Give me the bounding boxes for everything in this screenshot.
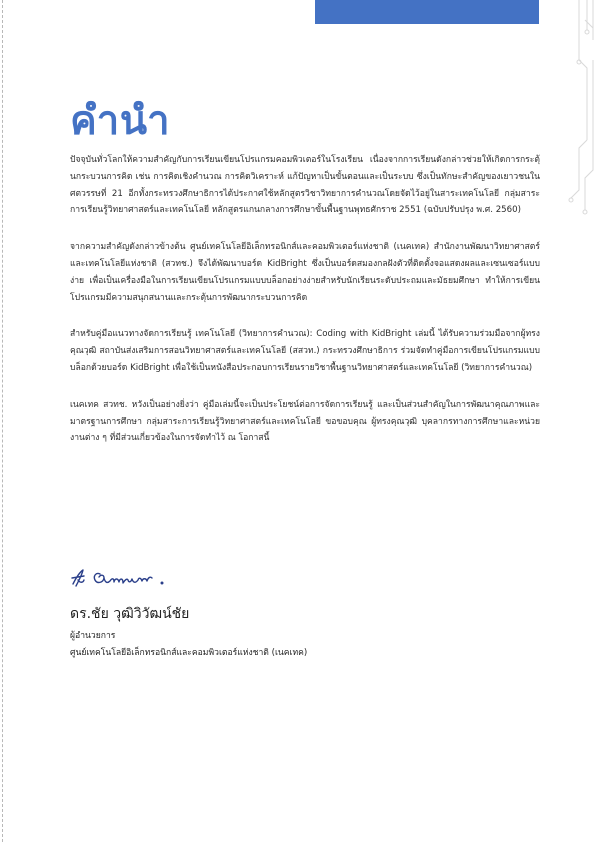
header-accent-bar: [315, 0, 539, 24]
circuit-decoration: [565, 0, 595, 842]
preface-body: [70, 152, 540, 467]
preface-paragraph-3: สำหรับคู่มือแนวทางจัดการเรียนรู้ เทคโนโลยี (วิทยาการคำนวณ): Coding with KidBright เล่มนี้ ได้รับความร่วมมือจากผู้ทรงคุณวุฒิ สถาบันส่งเสริมการสอนวิทยาศาสตร์และเทคโนโลยี (สสวท.) กระทรวงศึกษาธิการ ร่วมจัดทำคู่มือการเขียนโปรแกรมแบบบล็อกด้วยบอร์ด KidBright เพื่อใช้เป็นหนังสือประกอบการเรียนรายวิชาพื้นฐานวิทยาศาสตร์และเทคโนโลยี (วิทยาการคำนวณ): [70, 329, 540, 373]
preface-paragraph-2: จากความสำคัญดังกล่าวข้างต้น ศูนย์เทคโนโลยีอิเล็กทรอนิกส์และคอมพิวเตอร์แห่งชาติ (เนคเทค) สำนักงานพัฒนาวิทยาศาสตร์และเทคโนโลยีแห่งชาติ (สวทช.) จึงได้พัฒนาบอร์ด KidBright ซึ่งเป็นบอร์ดสมองกลฝังตัวที่ติดตั้งจอแสดงผลและเซนเซอร์แบบง่าย เพื่อเป็นเครื่องมือในการเรียนเขียนโปรแกรมแบบบล็อกอย่างง่ายสำหรับนักเรียนระดับประถมและมัธยมศึกษา ทำให้การเขียนโปรแกรมมีความสนุกสนานและกระตุ้นการพัฒนากระบวนการคิด: [70, 242, 540, 303]
signer-name: ดร.ชัย วุฒิวิวัฒน์ชัย: [70, 606, 190, 622]
preface-paragraph-1: ปัจจุบันทั่วโลกให้ความสำคัญกับการเรียนเขียนโปรแกรมคอมพิวเตอร์ในโรงเรียน เนื่องจากการเรียนดังกล่าวช่วยให้เกิดการกระตุ้นกระบวนการคิด เช่น การคิดเชิงคำนวณ การคิดวิเคราะห์ แก้ปัญหาเป็นขั้นตอนและเป็นระบบ ซึ่งเป็นทักษะสำคัญของเยาวชนในศตวรรษที่ 21 อีกทั้งกระทรวงศึกษาธิการได้ประกาศใช้หลักสูตรวิชาวิทยาการคำนวณโดยจัดไว้อยู่ในสาระเทคโนโลยี กลุ่มสาระการเรียนรู้วิทยาศาสตร์และเทคโนโลยี หลักสูตรแกนกลางการศึกษาขั้นพื้นฐานพุทธศักราช 2551 (ฉบับปรับปรุง พ.ศ. 2560): [70, 155, 540, 216]
page-left-border: [2, 0, 3, 842]
page-title: คำนำ: [70, 98, 171, 144]
signer-position: ผู้อำนวยการ: [70, 631, 116, 641]
signer-organization: ศูนย์เทคโนโลยีอิเล็กทรอนิกส์และคอมพิวเตอร์แห่งชาติ (เนคเทค): [70, 648, 308, 658]
preface-paragraph-4: เนคเทค สวทช. หวังเป็นอย่างยิ่งว่า คู่มือเล่มนี้จะเป็นประโยชน์ต่อการจัดการเรียนรู้ และเป็นส่วนสำคัญในการพัฒนาคุณภาพและมาตรฐานการศึกษา กลุ่มสาระการเรียนรู้วิทยาศาสตร์และเทคโนโลยี ขอขอบคุณ ผู้ทรงคุณวุฒิ บุคลากรทางการศึกษาและหน่วยงานต่าง ๆ ที่มีส่วนเกี่ยวข้องในการจัดทำไว้ ณ โอกาสนี้: [70, 399, 540, 444]
signature-image: [70, 566, 190, 592]
